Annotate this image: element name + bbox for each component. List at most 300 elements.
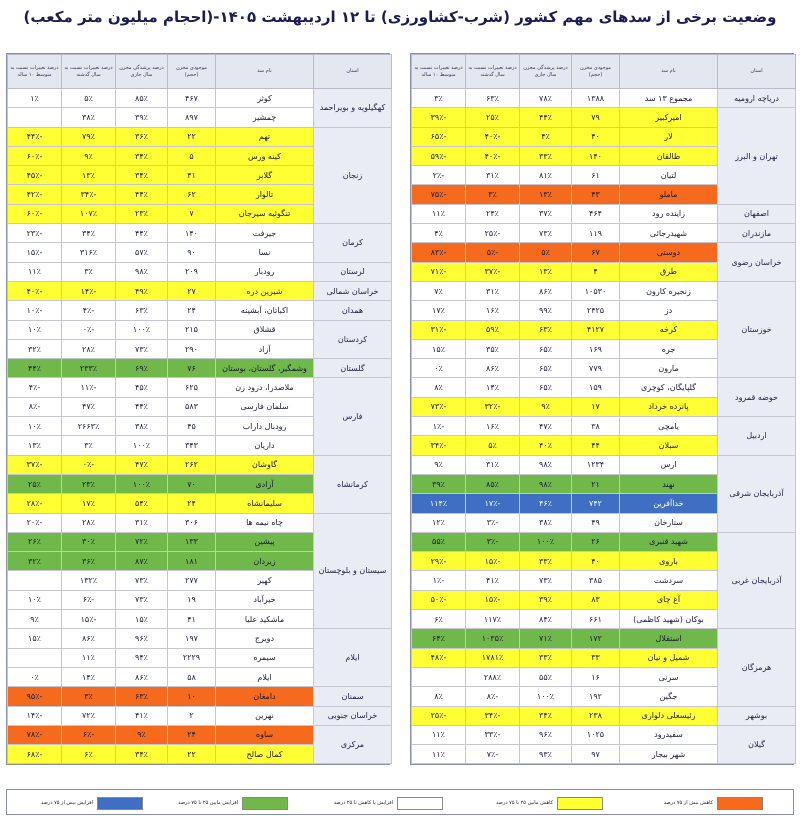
change-avg-cell: ۳۲٪ (8, 339, 62, 358)
volume-cell: ۵۸ (168, 667, 216, 686)
province-cell: خراسان شمالی (314, 281, 392, 300)
change-avg-cell (8, 648, 62, 667)
table-row (412, 89, 796, 108)
volume-cell: ۱۸۱ (168, 552, 216, 571)
legend-swatch (717, 797, 763, 810)
page-title (0, 8, 800, 26)
dam-name-cell: مارون (620, 359, 718, 378)
fill-percent-cell: ۳۳٪ (520, 146, 572, 165)
volume-cell: ۱۳۸۸ (572, 89, 620, 108)
dam-name-cell: رودبال داراب (216, 417, 314, 436)
fill-percent-cell: ۳۴٪ (116, 166, 168, 185)
change-avg-cell: -۸۳٪ (412, 243, 466, 262)
volume-cell: ۱۰ (168, 687, 216, 706)
change-avg-cell: ۲۶٪ (8, 532, 62, 551)
change-last-year-cell: -۵٪ (466, 243, 520, 262)
change-avg-cell: -۲۹٪ (412, 552, 466, 571)
change-avg-cell (412, 667, 466, 686)
fill-percent-cell: ۱۳٪ (520, 262, 572, 281)
color-legend (6, 789, 794, 815)
dam-name-cell: تنگوئیه سیرجان (216, 204, 314, 223)
fill-percent-cell: ۱۰۰٪ (116, 436, 168, 455)
volume-cell: ۱۰۲۵ (572, 725, 620, 744)
dam-name-cell: نسا (216, 243, 314, 262)
change-last-year-cell: ۱۳۲٪ (62, 571, 116, 590)
change-avg-cell: -۴۵٪ (8, 166, 62, 185)
province-cell: کردستان (314, 320, 392, 359)
change-last-year-cell: -۳۳٪ (466, 725, 520, 744)
volume-cell: ۳۳ (572, 648, 620, 667)
dam-name-cell: لتیان (620, 166, 718, 185)
change-avg-cell: ۱۱٪ (412, 204, 466, 223)
table-row (8, 359, 392, 378)
province-cell: آذربایجان شرقی (718, 455, 796, 532)
change-last-year-cell: ۶٪ (62, 745, 116, 764)
change-last-year-cell: ۳٪ (62, 436, 116, 455)
volume-cell: ۱۷ (572, 397, 620, 416)
change-avg-cell: -۷۳٪ (412, 397, 466, 416)
fill-percent-cell: ۳۷٪ (520, 204, 572, 223)
dam-name-cell: طالقان (620, 146, 718, 165)
fill-percent-cell: ۹۶٪ (520, 725, 572, 744)
fill-percent-cell: ۳۳٪ (520, 552, 572, 571)
dam-name-cell: شهر بیجار (620, 745, 718, 764)
fill-percent-cell: ۹۸٪ (116, 262, 168, 281)
volume-cell: ۱۱۹ (572, 224, 620, 243)
fill-percent-cell: ۳۹٪ (116, 108, 168, 127)
right-dam-table (411, 54, 796, 764)
volume-cell: ۵۸۳ (168, 397, 216, 416)
dam-name-cell: خیرآباد (216, 590, 314, 609)
volume-cell: ۱۴۰ (572, 146, 620, 165)
change-last-year-cell: ۸۶٪ (466, 359, 520, 378)
change-avg-cell: -۲٪ (412, 166, 466, 185)
volume-cell: ۱۶۹ (572, 339, 620, 358)
dam-name-cell: سفیدرود (620, 725, 718, 744)
change-avg-cell: -۳۹٪ (412, 108, 466, 127)
volume-cell: ۶۲ (168, 185, 216, 204)
volume-cell: ۴۱ (168, 610, 216, 629)
change-avg-cell: -۳۴٪ (412, 436, 466, 455)
change-avg-cell: ۱۰٪ (8, 590, 62, 609)
change-last-year-cell: -۶٪ (62, 590, 116, 609)
province-cell: اردبیل (718, 417, 796, 456)
volume-cell: ۴۶۷ (168, 89, 216, 108)
change-last-year-cell: -۱۵٪ (466, 552, 520, 571)
change-avg-cell: ۶۴٪ (412, 629, 466, 648)
dam-name-cell: رئیسعلی دلواری (620, 706, 718, 725)
volume-cell: ۶۱ (572, 166, 620, 185)
volume-cell: ۴۹ (572, 513, 620, 532)
change-last-year-cell: ۱۶٪ (466, 417, 520, 436)
volume-cell: ۴۱۲۷ (572, 320, 620, 339)
change-last-year-cell: ۲۸٪ (62, 339, 116, 358)
left-table-body (8, 89, 392, 764)
dam-name-cell: شهیدرجائی (620, 224, 718, 243)
change-last-year-cell: -۴٪ (62, 301, 116, 320)
change-last-year-cell: ۴۷٪ (62, 397, 116, 416)
table-row (8, 301, 392, 320)
header-dam-name: نام سد (216, 55, 314, 89)
dam-name-cell: طرق (620, 262, 718, 281)
fill-percent-cell: ۹۶٪ (116, 629, 168, 648)
change-avg-cell: ۱۵٪ (8, 629, 62, 648)
fill-percent-cell: ۷۳٪ (520, 571, 572, 590)
province-cell: فارس (314, 378, 392, 455)
change-last-year-cell: ۳۱۶٪ (62, 243, 116, 262)
dam-name-cell: شیرین دره (216, 281, 314, 300)
change-last-year-cell: ۲۳۳٪ (62, 359, 116, 378)
volume-cell: ۲۲ (168, 127, 216, 146)
volume-cell: ۴ (572, 262, 620, 281)
table-row (412, 455, 796, 474)
volume-cell: ۲۲ (168, 745, 216, 764)
fill-percent-cell: ۹۸٪ (520, 455, 572, 474)
table-row (8, 687, 392, 706)
dam-name-cell: سیمره (216, 648, 314, 667)
dam-name-cell: سبلان (620, 436, 718, 455)
change-last-year-cell: ۳۰٪ (62, 532, 116, 551)
fill-percent-cell: ۱۳٪ (520, 185, 572, 204)
dam-name-cell: دویرج (216, 629, 314, 648)
change-last-year-cell: ۱۴٪ (62, 667, 116, 686)
volume-cell: ۴۶۴ (572, 204, 620, 223)
fill-percent-cell: ۷۳٪ (116, 339, 168, 358)
volume-cell: ۱۰۵۳۰ (572, 281, 620, 300)
dam-name-cell: تهم (216, 127, 314, 146)
change-last-year-cell: ۲۴٪ (466, 204, 520, 223)
volume-cell: ۲۹۰ (168, 339, 216, 358)
change-avg-cell: -۶۸٪ (8, 745, 62, 764)
volume-cell: ۳۴۳ (168, 436, 216, 455)
province-cell: سمنان (314, 687, 392, 706)
volume-cell: ۷۹ (572, 108, 620, 127)
volume-cell: ۶۲۵ (168, 378, 216, 397)
change-avg-cell: ۱۲٪ (412, 513, 466, 532)
header-dam-name: نام سد (620, 55, 718, 89)
dam-name-cell: گلپایگان، کوچری (620, 378, 718, 397)
fill-percent-cell: ۳۸٪ (520, 513, 572, 532)
change-last-year-cell: ۲۸٪ (62, 513, 116, 532)
dam-name-cell: وشمگیر، گلستان، بوستان (216, 359, 314, 378)
change-last-year-cell: ۲۸۸٪ (466, 667, 520, 686)
change-last-year-cell: -۰٪ (62, 455, 116, 474)
province-cell: کهگیلویه و بویراحمد (314, 89, 392, 128)
change-avg-cell: ۱۰٪ (8, 417, 62, 436)
fill-percent-cell: ۶۵٪ (520, 339, 572, 358)
change-avg-cell: -۵۰٪ (412, 590, 466, 609)
change-last-year-cell: ۳٪ (466, 185, 520, 204)
fill-percent-cell: ۹۹٪ (520, 301, 572, 320)
fill-percent-cell: ۵٪ (520, 243, 572, 262)
fill-percent-cell: ۵۵٪ (520, 667, 572, 686)
fill-percent-cell: ۳۴٪ (116, 745, 168, 764)
dam-name-cell: ملاصدرا، درود زن (216, 378, 314, 397)
dam-name-cell: اکباتان، آبشینه (216, 301, 314, 320)
change-avg-cell: ۹٪ (412, 455, 466, 474)
volume-cell: ۴۰ (572, 127, 620, 146)
dam-name-cell: ایلام (216, 667, 314, 686)
change-avg-cell: -۷۱٪ (412, 262, 466, 281)
dam-name-cell: شمیل و نیان (620, 648, 718, 667)
legend-swatch (97, 797, 143, 810)
table-row (412, 725, 796, 744)
change-avg-cell: ۴٪ (412, 224, 466, 243)
fill-percent-cell: ۴۹٪ (116, 281, 168, 300)
volume-cell: ۱۷۲ (572, 629, 620, 648)
fill-percent-cell: ۴٪ (520, 127, 572, 146)
change-avg-cell: ۹٪ (8, 610, 62, 629)
province-cell: آذربایجان غربی (718, 532, 796, 628)
dam-name-cell: ماشکید علیا (216, 610, 314, 629)
change-last-year-cell: -۱۷٪ (466, 494, 520, 513)
right-table-header (412, 55, 796, 89)
dam-name-cell: سرنی (620, 667, 718, 686)
header-province: استان (718, 55, 796, 89)
change-avg-cell: ۸٪ (412, 378, 466, 397)
volume-cell: ۲۶ (572, 532, 620, 551)
dam-name-cell: ماملو (620, 185, 718, 204)
dam-name-cell: لار (620, 127, 718, 146)
dam-name-cell: کمال صالح (216, 745, 314, 764)
volume-cell: ۷۰ (168, 474, 216, 493)
legend-item (664, 796, 763, 810)
volume-cell: ۱۹ (168, 590, 216, 609)
left-dam-table (7, 54, 392, 764)
dam-name-cell: دز (620, 301, 718, 320)
province-cell: اصفهان (718, 204, 796, 223)
fill-percent-cell: ۴۴٪ (116, 224, 168, 243)
fill-percent-cell: ۵۴٪ (116, 494, 168, 513)
dam-name-cell: مجموع ۱۳ سد (620, 89, 718, 108)
change-avg-cell: ۶٪ (412, 610, 466, 629)
volume-cell: ۱۳۳ (168, 532, 216, 551)
dam-name-cell: نهرین (216, 706, 314, 725)
legend-item (41, 796, 143, 810)
volume-cell: ۲۱۵ (168, 320, 216, 339)
fill-percent-cell: ۸۴٪ (520, 610, 572, 629)
fill-percent-cell: ۶۹٪ (116, 359, 168, 378)
volume-cell: ۲۰۹ (168, 262, 216, 281)
table-row (412, 108, 796, 127)
change-avg-cell: ۷٪ (412, 281, 466, 300)
fill-percent-cell: ۹۳٪ (520, 745, 572, 764)
change-last-year-cell: ۱۷۸۱٪ (466, 648, 520, 667)
fill-percent-cell: ۴۴٪ (116, 397, 168, 416)
fill-percent-cell: ۴۴٪ (520, 108, 572, 127)
change-avg-cell: ۱٪ (8, 89, 62, 108)
change-last-year-cell: -۳۷٪ (466, 262, 520, 281)
change-avg-cell: ۳٪ (412, 89, 466, 108)
legend-label: افزایش مابین ۲۵ تا ۷۵ درصد (178, 800, 238, 806)
fill-percent-cell: ۱۰۰٪ (116, 320, 168, 339)
volume-cell: ۹۷ (572, 745, 620, 764)
change-avg-cell: ۳۲٪ (8, 552, 62, 571)
fill-percent-cell: ۴۰٪ (520, 436, 572, 455)
header-change-last-year: درصد تغییرات نسبت به سال گذشته (62, 55, 116, 89)
dam-name-cell: باروی (620, 552, 718, 571)
fill-percent-cell: ۶۳٪ (116, 301, 168, 320)
volume-cell: ۱۲۳۴ (572, 455, 620, 474)
change-last-year-cell: ۳۸٪ (62, 108, 116, 127)
dam-name-cell: جگین (620, 687, 718, 706)
dam-name-cell: شهید قنبری (620, 532, 718, 551)
change-avg-cell (8, 108, 62, 127)
change-avg-cell: ۱۳٪ (8, 436, 62, 455)
change-avg-cell: -۳۷٪ (8, 455, 62, 474)
table-row (8, 281, 392, 300)
dam-name-cell: کهیر (216, 571, 314, 590)
table-row (412, 281, 796, 300)
table-row (8, 706, 392, 725)
dam-name-cell: نهند (620, 474, 718, 493)
change-avg-cell: -۲۸٪ (8, 494, 62, 513)
dam-name-cell: گلابر (216, 166, 314, 185)
dam-name-cell: پانزده خرداد (620, 397, 718, 416)
change-last-year-cell: -۳٪ (466, 513, 520, 532)
change-last-year-cell: ۳٪ (62, 687, 116, 706)
change-avg-cell (8, 571, 62, 590)
dam-name-cell: زیردان (216, 552, 314, 571)
change-last-year-cell: ۸۵٪ (466, 474, 520, 493)
dam-name-cell: کینه ورس (216, 146, 314, 165)
change-avg-cell: ۵۵٪ (412, 532, 466, 551)
fill-percent-cell: ۶۳٪ (116, 687, 168, 706)
header-volume: موجودی مخزن (حجم) (168, 55, 216, 89)
change-avg-cell: -۱٪ (412, 417, 466, 436)
table-row (8, 89, 392, 108)
change-last-year-cell: -۱۵٪ (62, 610, 116, 629)
dam-name-cell: سردشت (620, 571, 718, 590)
province-cell: خراسان جنوبی (314, 706, 392, 725)
change-last-year-cell: -۰٪ (62, 320, 116, 339)
fill-percent-cell: ۴۵٪ (116, 378, 168, 397)
table-row (8, 513, 392, 532)
header-fill-percent: درصد پرشدگی مخزن سال جاری (520, 55, 572, 89)
table-row (412, 629, 796, 648)
change-last-year-cell: ۹٪ (62, 146, 116, 165)
change-last-year-cell: ۵٪ (62, 89, 116, 108)
change-last-year-cell: ۷۹٪ (62, 127, 116, 146)
legend-item (334, 796, 443, 810)
fill-percent-cell: ۳۱٪ (116, 513, 168, 532)
volume-cell: ۳۸ (572, 417, 620, 436)
province-cell: ایلام (314, 629, 392, 687)
volume-cell: ۲۷۷ (168, 571, 216, 590)
volume-cell: ۵ (168, 146, 216, 165)
province-cell: مازندران (718, 224, 796, 243)
change-avg-cell: ۰٪ (412, 359, 466, 378)
table-row (8, 127, 392, 146)
dam-name-cell: چمشیر (216, 108, 314, 127)
change-last-year-cell: ۲۵٪ (466, 108, 520, 127)
volume-cell: ۲۴۲۵ (572, 301, 620, 320)
province-cell: سیستان و بلوچستان (314, 513, 392, 629)
change-avg-cell: ۳۹٪ (412, 474, 466, 493)
change-avg-cell: ۲۵٪ (8, 474, 62, 493)
change-last-year-cell: ۵٪ (466, 436, 520, 455)
province-cell: زنجان (314, 127, 392, 223)
change-last-year-cell: ۳۱٪ (466, 166, 520, 185)
volume-cell: ۶۶۱ (572, 610, 620, 629)
table-row (412, 706, 796, 725)
right-dam-panel (410, 53, 794, 765)
left-table-header (8, 55, 392, 89)
dam-name-cell: ارس (620, 455, 718, 474)
volume-cell: ۴۴ (572, 436, 620, 455)
volume-cell: ۷۶ (168, 359, 216, 378)
fill-percent-cell: ۷۸٪ (520, 89, 572, 108)
change-avg-cell: -۱٪ (412, 571, 466, 590)
change-last-year-cell: -۳۴٪ (466, 706, 520, 725)
change-last-year-cell: -۱۱٪ (62, 378, 116, 397)
change-avg-cell: ۱۷٪ (412, 301, 466, 320)
dam-name-cell: زنجیره کارون (620, 281, 718, 300)
legend-label: کاهش مابین ۲۵ تا ۷۵ درصد (496, 800, 553, 806)
legend-label: کاهش بیش از ۷۵ درصد (663, 800, 713, 806)
fill-percent-cell: ۱۵٪ (116, 610, 168, 629)
fill-percent-cell: ۷۳٪ (116, 571, 168, 590)
volume-cell: ۲۲۲۹ (168, 648, 216, 667)
change-last-year-cell: -۱۵٪ (466, 590, 520, 609)
fill-percent-cell: ۶۵٪ (520, 378, 572, 397)
change-last-year-cell: ۲۶۶۳٪ (62, 417, 116, 436)
volume-cell: ۱۶ (572, 667, 620, 686)
fill-percent-cell: ۸۷٪ (116, 552, 168, 571)
fill-percent-cell: ۵۷٪ (116, 243, 168, 262)
change-avg-cell: -۹۵٪ (8, 687, 62, 706)
volume-cell: ۲۴ (168, 494, 216, 513)
volume-cell: ۴۳ (572, 185, 620, 204)
fill-percent-cell: ۹۸٪ (520, 474, 572, 493)
change-last-year-cell: -۴۰٪ (466, 127, 520, 146)
table-row (412, 378, 796, 397)
legend-label: افزایش یا کاهش تا ۲۵ درصد (333, 800, 393, 806)
dam-name-cell: یامچی (620, 417, 718, 436)
change-last-year-cell: ۱۳٪ (62, 166, 116, 185)
change-last-year-cell: ۱۱٪ (62, 648, 116, 667)
dam-name-cell: خداآفرین (620, 494, 718, 513)
province-cell: هرمزگان (718, 629, 796, 706)
fill-percent-cell: ۹۴٪ (116, 648, 168, 667)
volume-cell: ۱۹۷ (168, 629, 216, 648)
table-row (8, 262, 392, 281)
dam-name-cell: کوثر (216, 89, 314, 108)
change-avg-cell: ۱۱٪ (412, 725, 466, 744)
fill-percent-cell: ۳۴٪ (116, 146, 168, 165)
change-avg-cell: ۱۱٪ (412, 745, 466, 764)
fill-percent-cell: ۶۳٪ (520, 320, 572, 339)
dam-name-cell: دوستی (620, 243, 718, 262)
change-avg-cell: -۵۹٪ (412, 146, 466, 165)
header-volume: موجودی مخزن (حجم) (572, 55, 620, 89)
legend-swatch (397, 797, 443, 810)
change-avg-cell: -۱۰٪ (8, 301, 62, 320)
table-row (8, 725, 392, 744)
fill-percent-cell: ۸۱٪ (520, 166, 572, 185)
change-last-year-cell: -۶٪ (62, 725, 116, 744)
table-row (412, 243, 796, 262)
dam-name-cell: سلمان فارسی (216, 397, 314, 416)
change-last-year-cell: ۱۴٪ (466, 378, 520, 397)
left-dam-panel (6, 53, 390, 765)
header-change-10yr-avg: درصد تغییرات نسبت به متوسط ۱۰ ساله (8, 55, 62, 89)
change-avg-cell: -۴٪ (8, 378, 62, 397)
change-last-year-cell: ۳۴٪ (62, 224, 116, 243)
volume-cell: ۶۷ (572, 243, 620, 262)
dam-name-cell: آزاد (216, 339, 314, 358)
header-change-10yr-avg: درصد تغییرات نسبت به متوسط ۱۰ ساله (412, 55, 466, 89)
